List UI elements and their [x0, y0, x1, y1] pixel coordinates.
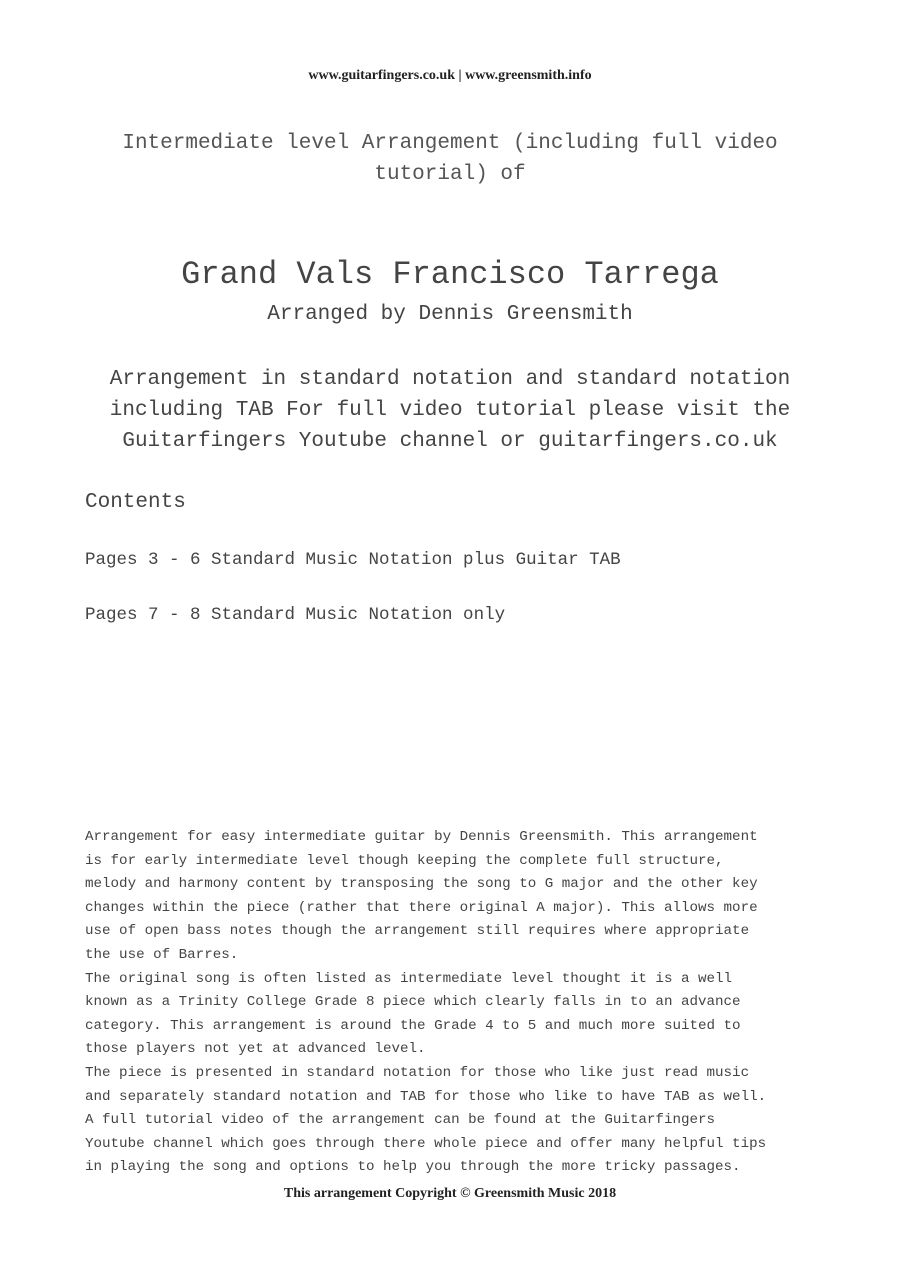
intro-line: tutorial) of	[374, 163, 526, 186]
notes-line: use of open bass notes though the arrangement still requires where appropriate	[85, 923, 750, 940]
arranger-credit: Arranged by Dennis Greensmith	[267, 303, 633, 326]
header-website-links: www.guitarfingers.co.uk | www.greensmith.info	[308, 68, 592, 83]
contents-item: Pages 3 - 6 Standard Music Notation plus Guitar TAB	[85, 550, 621, 570]
notes-line: known as a Trinity College Grade 8 piece which clearly falls in to an advance	[85, 994, 741, 1011]
notes-line: changes within the piece (rather that there original A major). This allows more	[85, 899, 758, 916]
description-line: Arrangement in standard notation and standard notation	[109, 368, 791, 391]
copyright-notice: This arrangement Copyright © Greensmith Music 2018	[283, 1186, 617, 1201]
notes-line: those players not yet at advanced level.	[85, 1041, 426, 1058]
page-title: Grand Vals Francisco Tarrega	[181, 256, 719, 293]
intro-text	[120, 128, 780, 190]
description-line: including TAB For full video tutorial please visit the	[109, 399, 791, 422]
notes-line: A full tutorial video of the arrangement can be found at the Guitarfingers	[85, 1112, 716, 1129]
notes-line: The piece is presented in standard notation for those who like just read music	[85, 1064, 750, 1081]
notes-line: The original song is often listed as intermediate level thought it is a well	[85, 970, 733, 987]
contents-item: Pages 7 - 8 Standard Music Notation only	[85, 605, 506, 625]
contents-heading: Contents	[85, 491, 186, 514]
notes-line: in playing the song and options to help you through the more tricky passages.	[85, 1159, 741, 1176]
arrangement-notes	[85, 826, 825, 1180]
description-text	[100, 364, 800, 457]
description-line: Guitarfingers Youtube channel or guitarfingers.co.uk	[122, 430, 778, 453]
notes-line: and separately standard notation and TAB for those who like to have TAB as well.	[85, 1088, 767, 1105]
intro-line: Intermediate level Arrangement (including full video	[122, 132, 778, 155]
notes-line: category. This arrangement is around the Grade 4 to 5 and much more suited to	[85, 1017, 741, 1034]
notes-line: Youtube channel which goes through there whole piece and offer many helpful tips	[85, 1135, 767, 1152]
notes-line: Arrangement for easy intermediate guitar by Dennis Greensmith. This arrangement	[85, 829, 758, 845]
notes-line: the use of Barres.	[85, 946, 239, 963]
notes-line: is for early intermediate level though keeping the complete full structure,	[85, 852, 724, 869]
notes-line: melody and harmony content by transposing the song to G major and the other key	[85, 876, 758, 893]
